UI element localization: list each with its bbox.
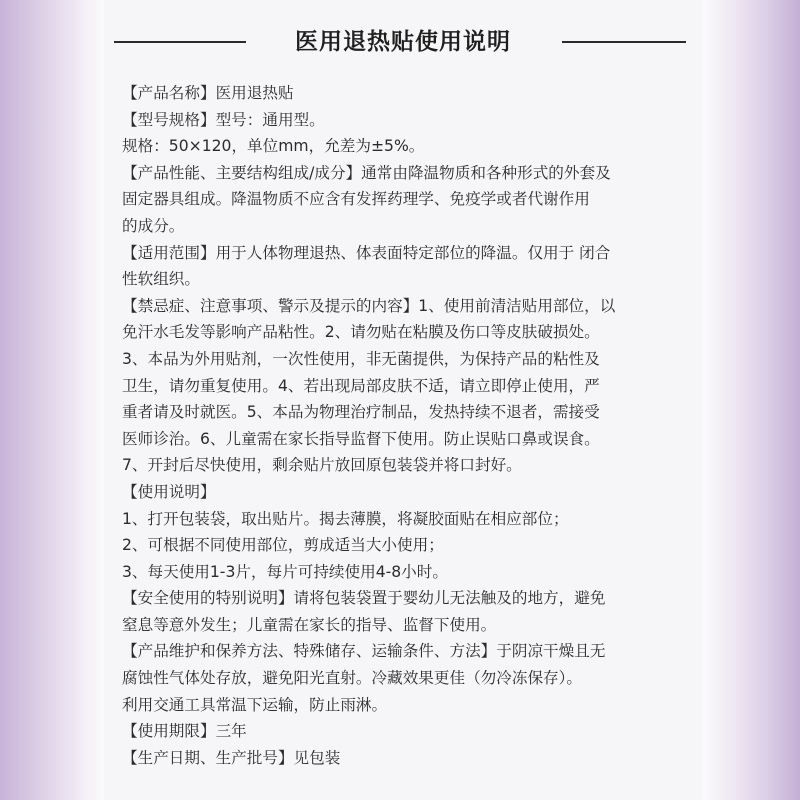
text-line: 【产品性能、主要结构组成/成分】通常由降温物质和各种形式的外套及	[122, 163, 611, 182]
text-line: 性软组织。	[122, 270, 200, 289]
text-line: 医师诊治。6、儿童需在家长指导监督下使用。防止误贴口鼻或误食。	[122, 429, 600, 448]
package-edge-left	[0, 0, 104, 800]
text-line: 【产品名称】医用退热贴	[122, 84, 294, 102]
text-line: 的成分。	[122, 216, 185, 235]
text-line: 免汗水毛发等影响产品粘性。2、请勿贴在粘膜及伤口等皮肤破损处。	[122, 323, 600, 342]
text-line: 窒息等意外发生；儿童需在家长的指导、监督下使用。	[122, 615, 497, 634]
instruction-text	[122, 80, 694, 771]
text-line: 【生产日期、生产批号】见包装	[122, 748, 341, 767]
text-line: 7、开封后尽快使用，剩余贴片放回原包装袋并将口封好。	[122, 456, 522, 475]
title-row	[104, 24, 702, 60]
text-line: 腐蚀性气体处存放，避免阳光直射。冷藏效果更佳（勿冷冻保存）。	[122, 669, 583, 688]
package-edge-right	[702, 0, 800, 800]
text-line: 【产品维护和保养方法、特殊储存、运输条件、方法】于阴凉干燥且无	[122, 642, 606, 661]
text-line: 1、打开包装袋，取出贴片。揭去薄膜，将凝胶面贴在相应部位；	[122, 509, 569, 528]
text-line: 【使用期限】三年	[122, 722, 247, 741]
text-line: 固定器具组成。降温物质不应含有发挥药理学、免疫学或者代谢作用	[122, 190, 590, 209]
text-line: 【型号规格】型号：通用型。	[122, 110, 325, 129]
text-line: 3、本品为外用贴剂，一次性使用，非无菌提供，为保持产品的粘性及	[122, 349, 600, 368]
text-line: 【使用说明】	[122, 482, 216, 501]
text-line: 2、可根据不同使用部位，剪成适当大小使用；	[122, 536, 444, 555]
instruction-card	[104, 0, 702, 800]
title-divider-right	[562, 41, 686, 43]
text-line: 重者请及时就医。5、本品为物理治疗制品，发热持续不退者，需接受	[122, 403, 600, 422]
text-line: 利用交通工具常温下运输，防止雨淋。	[122, 695, 388, 714]
text-line: 规格：50×120，单位mm，允差为±5%。	[122, 137, 425, 156]
text-line: 【安全使用的特别说明】请将包装袋置于婴幼儿无法触及的地方，避免	[122, 589, 606, 608]
text-line: 【禁忌症、注意事项、警示及提示的内容】1、使用前清洁贴用部位，以	[122, 296, 616, 315]
page-title: 医用退热贴使用说明	[295, 29, 511, 55]
text-line: 卫生，请勿重复使用。4、若出现局部皮肤不适，请立即停止使用，严	[122, 376, 600, 395]
text-line: 【适用范围】用于人体物理退热、体表面特定部位的降温。仅用于 闭合	[122, 243, 611, 262]
text-line: 3、每天使用1-3片，每片可持续使用4-8小时。	[122, 562, 448, 581]
